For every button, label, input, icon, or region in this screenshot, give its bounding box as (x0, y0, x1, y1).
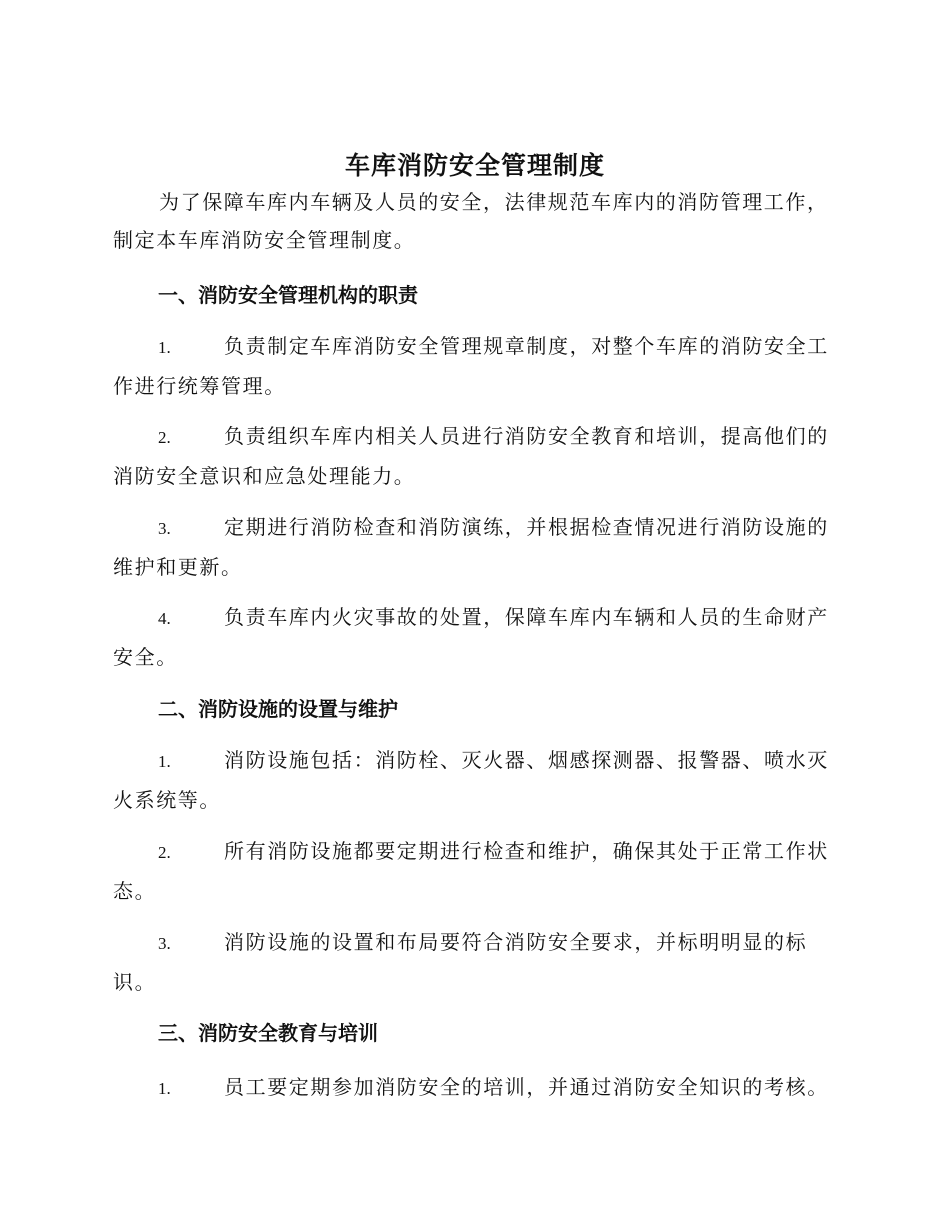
list-item-text: 消防设施包括：消防栓、灭火器、烟感探测器、报警器、喷水灭火系统等。 (113, 748, 829, 812)
intro-paragraph: 为了保障车库内车辆及人员的安全，法律规范车库内的消防管理工作，制定本车库消防安全管理制度。 (113, 190, 829, 252)
list-item-text: 负责组织车库内相关人员进行消防安全教育和培训，提高他们的消防安全意识和应急处理能力。 (113, 424, 829, 488)
section-heading-1: 一、消防安全管理机构的职责 (158, 283, 418, 307)
list-item-number: 2. (158, 428, 171, 447)
list-item (113, 417, 837, 495)
list-item-number: 3. (158, 934, 171, 953)
list-item-text: 所有消防设施都要定期进行检查和维护，确保其处于正常工作状态。 (113, 839, 829, 903)
list-item-number: 2. (158, 843, 171, 862)
list-item-text: 负责制定车库消防安全管理规章制度，对整个车库的消防安全工作进行统筹管理。 (113, 334, 829, 398)
list-item-number: 1. (158, 338, 171, 357)
list-item (113, 832, 837, 910)
list-item-text: 员工要定期参加消防安全的培训，并通过消防安全知识的考核。 (224, 1075, 829, 1099)
list-item-text: 定期进行消防检查和消防演练，并根据检查情况进行消防设施的维护和更新。 (113, 515, 829, 579)
list-item (113, 508, 837, 586)
list-item (113, 327, 837, 405)
list-item (113, 1068, 837, 1108)
list-item-text: 负责车库内火灾事故的处置，保障车库内车辆和人员的生命财产安全。 (113, 605, 829, 669)
list-item (113, 741, 837, 819)
list-item-number: 4. (158, 609, 171, 628)
list-item-number: 1. (158, 1079, 171, 1098)
section-heading-2: 二、消防设施的设置与维护 (158, 697, 398, 721)
list-item (113, 923, 837, 1001)
list-item (113, 598, 837, 676)
list-item-text: 消防设施的设置和布局要符合消防安全要求，并标明明显的标识。 (113, 930, 808, 994)
list-item-number: 1. (158, 752, 171, 771)
section-heading-3: 三、消防安全教育与培训 (158, 1021, 378, 1045)
list-item-number: 3. (158, 519, 171, 538)
document-title: 车库消防安全管理制度 (344, 151, 605, 180)
